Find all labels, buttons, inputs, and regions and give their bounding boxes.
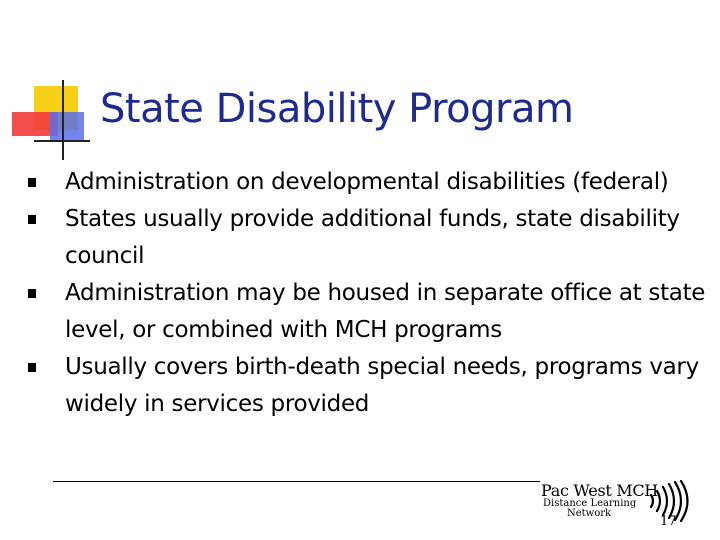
bullet-item (28, 349, 708, 423)
bullet-text: Administration on developmental disabilities (federal) (65, 169, 669, 195)
bullet-item (28, 201, 708, 275)
square-bullet-icon (28, 178, 36, 187)
horizontal-line (34, 140, 90, 142)
footer-divider (53, 481, 540, 482)
logo-subtitle-line1: Distance Learning (543, 498, 637, 509)
logo-title: Pac West MCH (541, 481, 658, 500)
bullet-text: Administration may be housed in separate office at state level, or combined with MCH programs (65, 280, 706, 343)
blue-square (50, 112, 84, 142)
bullet-text: Usually covers birth-death special needs, programs vary widely in services provided (65, 354, 699, 417)
vertical-line (62, 80, 64, 160)
square-bullet-icon (28, 289, 36, 298)
logo-subtitle-line2: Network (567, 508, 612, 519)
slide-title: State Disability Program (100, 86, 574, 132)
square-bullet-icon (28, 215, 36, 224)
bullet-list (28, 164, 708, 423)
bullet-item (28, 164, 708, 201)
square-bullet-icon (28, 363, 36, 372)
bullet-item (28, 275, 708, 349)
page-number: 17 (660, 514, 677, 529)
bullet-text: States usually provide additional funds, state disability council (65, 206, 680, 269)
